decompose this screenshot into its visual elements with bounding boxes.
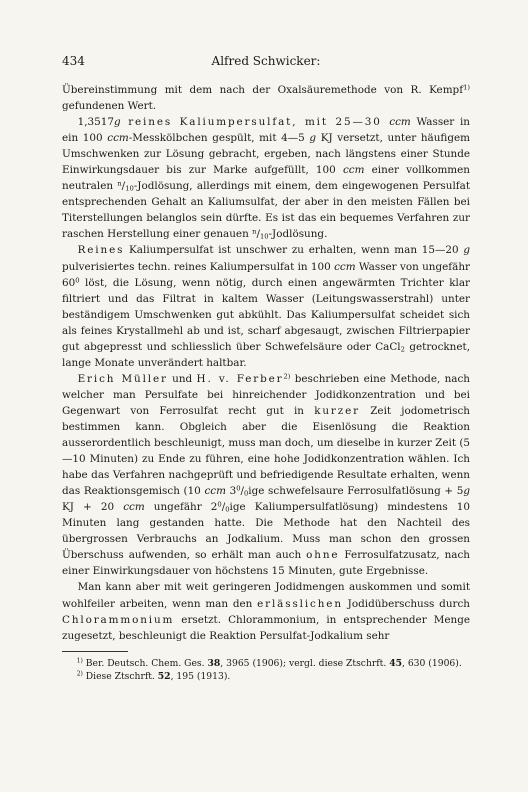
footnote-ref-1[interactable]: 1) xyxy=(463,83,470,92)
footnote-ref-2[interactable]: 2) xyxy=(283,372,291,381)
running-head: Alfred Schwicker: xyxy=(211,54,321,68)
body-text xyxy=(62,82,470,644)
paragraph-2: 1,3517g reines Kaliumpersulfat, mit 25—30 ccm Wasser in ein 100 ccm-Messkölbchen gespült, mit 4—5 g KJ versetzt, unter häufigem Umschwenken zur Lösung gebracht, ergeben, nach längstens einer Stunde Einwirkungsdauer bis zur Marke aufgefüllt, 100 ccm einer vollkommen neutralen $^n/_{10}$-Jodlösung, allerdings mit einem, dem eingewogenen Persulfat entsprechenden Gehalt an Kaliumsulfat, der aber in den meisten Fällen bei Titerstellungen belanglos sein dürfte. Es ist das ein bequemes Verfahren zur raschen Herstellung einer genauen $^n/_{10}$-Jodlösung. xyxy=(62,116,470,241)
footnote-2: $^{2)}$ Diese Ztschrft. 52, 195 (1913). xyxy=(76,670,231,683)
paragraph-3: Reines Kaliumpersulfat ist unschwer zu erhalten, wenn man 15—20 g pulverisiertes techn. reines Kaliumpersulfat in 100 ccm Wasser von ungefähr $60^0$ löst, die Lösung, wenn nötig, durch einen angewärmten Trichter klar filtriert und das Filtrat in kaltem Wasser (Leitungswasserstrahl) unter beständigem Umschwenken gut abkühlt. Das Kaliumpersulfat scheidet sich als feines Krystallmehl ab und ist, scharf abgesaugt, zwischen Filtrierpapier gut abgepresst und schliesslich über Schwefelsäure oder CaCl$_2$ getrocknet, lange Monate unverändert haltbar. xyxy=(62,244,471,369)
paragraph-1: Übereinstimmung mit dem nach der Oxalsäuremethode von R. Kempf$^{1)}$ gefundenen Wert. xyxy=(62,83,470,113)
page-number: 434 xyxy=(62,54,85,68)
paragraph-4: Erich Müller und H. v. Ferber$^{2)}$ beschrieben eine Methode, nach welcher man Persulfate bei hinreichender Jodidkonzentration und bei Gegenwart von Ferrosulfat recht gut in kurzer Zeit jodometrisch bestimmen kann. Obgleich aber die Eisenlösung die Reaktion ausserordentlich beschleunigt, muss man doch, um dieselbe in kurzer Zeit (5—10 Minuten) zu Ende zu führen, eine hohe Jodidkonzentration wählen. Ich habe das Verfahren nachgeprüft und befriedigende Resultate erhalten, wenn das Reaktionsgemisch (10 ccm $3^0/_0ige$ schwefelsaure Ferrosulfatlösung + 5g KJ + 20 ccm ungefähr $2^0/_0ige$ Kaliumpersulfatlösung) mindestens 10 Minuten lang gestanden hatte. Die Methode hat den Nachteil des übergrossen Verbrauchs an Jodkalium. Muss man schon den grossen Überschuss aufwenden, so erhält man auch ohne Ferrosulfatzusatz, nach einer Einwirkungsdauer von höchstens 15 Minuten, gute Ergebnisse. xyxy=(62,372,471,578)
paragraph-5: Man kann aber mit weit geringeren Jodidmengen auskommen und somit wohlfeiler arbeiten, wenn man den erlässlichen Jodidüberschuss durch Chlorammonium ersetzt. Chlorammonium, in entsprechender Menge zugesetzt, beschleunigt die Reaktion Persulfat-Jodkalium sehr xyxy=(62,581,470,642)
page-header xyxy=(62,54,470,72)
footnotes xyxy=(62,657,470,684)
footnote-1: $^{1)}$ Ber. Deutsch. Chem. Ges. 38, 3965 (1906); vergl. diese Ztschrft. 45, 630 (1906). xyxy=(76,657,462,669)
footnote-divider xyxy=(62,651,128,652)
